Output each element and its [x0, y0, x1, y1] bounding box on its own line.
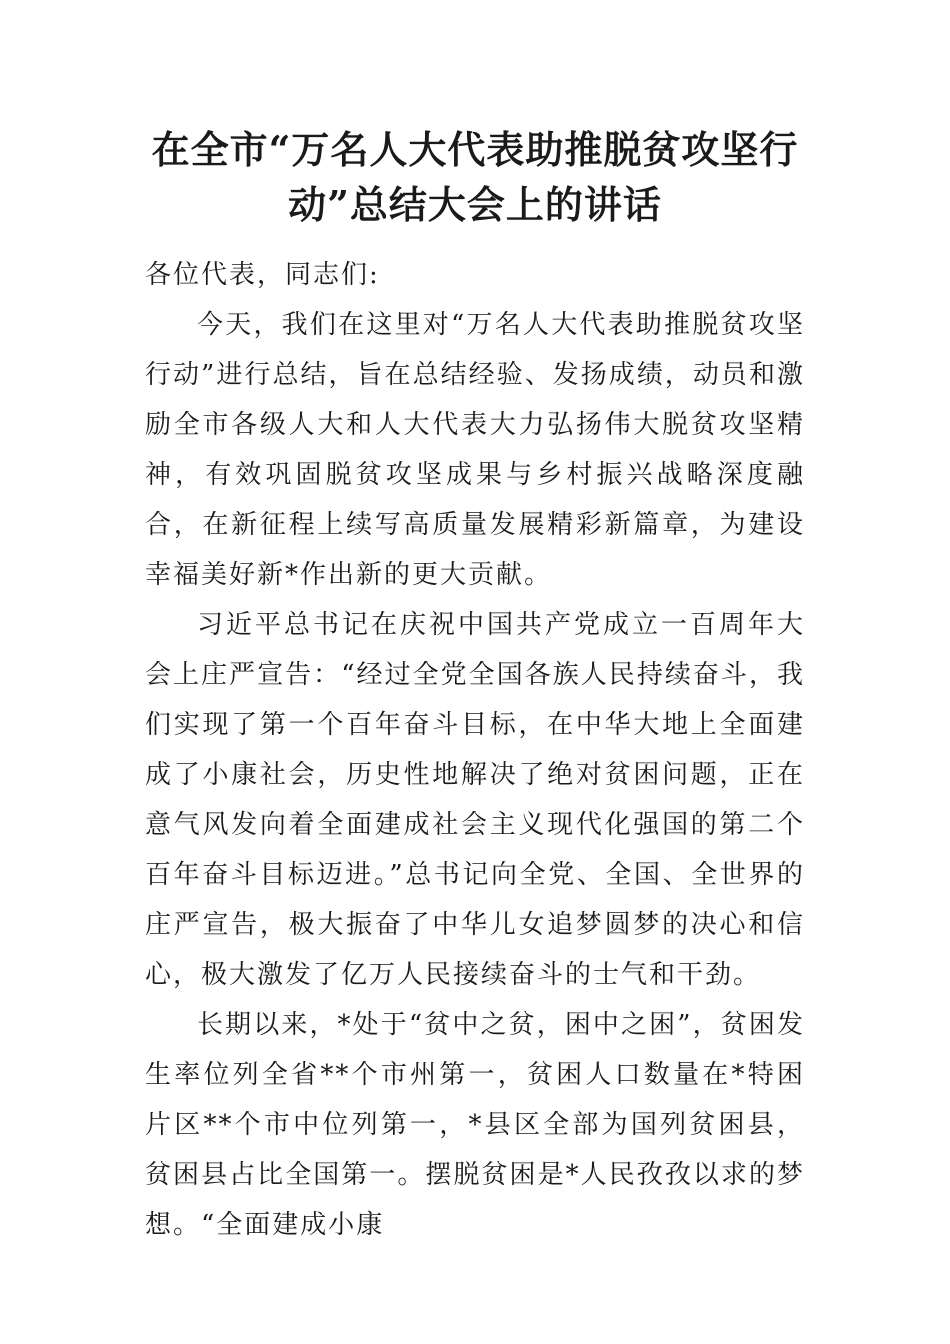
paragraph-1: 今天，我们在这里对“万名人大代表助推脱贫攻坚行动”进行总结，旨在总结经验、发扬成绩，动员和激励全市各级人大和人大代表大力弘扬伟大脱贫攻坚精神，有效巩固脱贫攻坚成果与乡村振兴战略深度融合，在新征程上续写高质量发展精彩新篇章，为建设幸福美好新*作出新的更大贡献。 — [145, 310, 805, 590]
document-body — [145, 250, 805, 1250]
paragraph-2: 习近平总书记在庆祝中国共产党成立一百周年大会上庄严宣告：“经过全党全国各族人民持续奋斗，我们实现了第一个百年奋斗目标，在中华大地上全面建成了小康社会，历史性地解决了绝对贫困问题，正在意气风发向着全面建成社会主义现代化强国的第二个百年奋斗目标迈进。”总书记向全党、全国、全世界的庄严宣告，极大振奋了中华儿女追梦圆梦的决心和信心，极大激发了亿万人民接续奋斗的士气和干劲。 — [145, 610, 805, 990]
salutation: 各位代表，同志们: — [145, 260, 380, 290]
document-title: 在全市“万名人大代表助推脱贫攻坚行动”总结大会上的讲话 — [151, 127, 799, 227]
paragraph-3: 长期以来，*处于“贫中之贫，困中之困”，贫困发生率位列全省**个市州第一，贫困人口数量在*特困片区**个市中位列第一，*县区全部为国列贫困县，贫困县占比全国第一。摆脱贫困是*人民孜孜以求的梦想。“全面建成小康 — [145, 1010, 805, 1240]
